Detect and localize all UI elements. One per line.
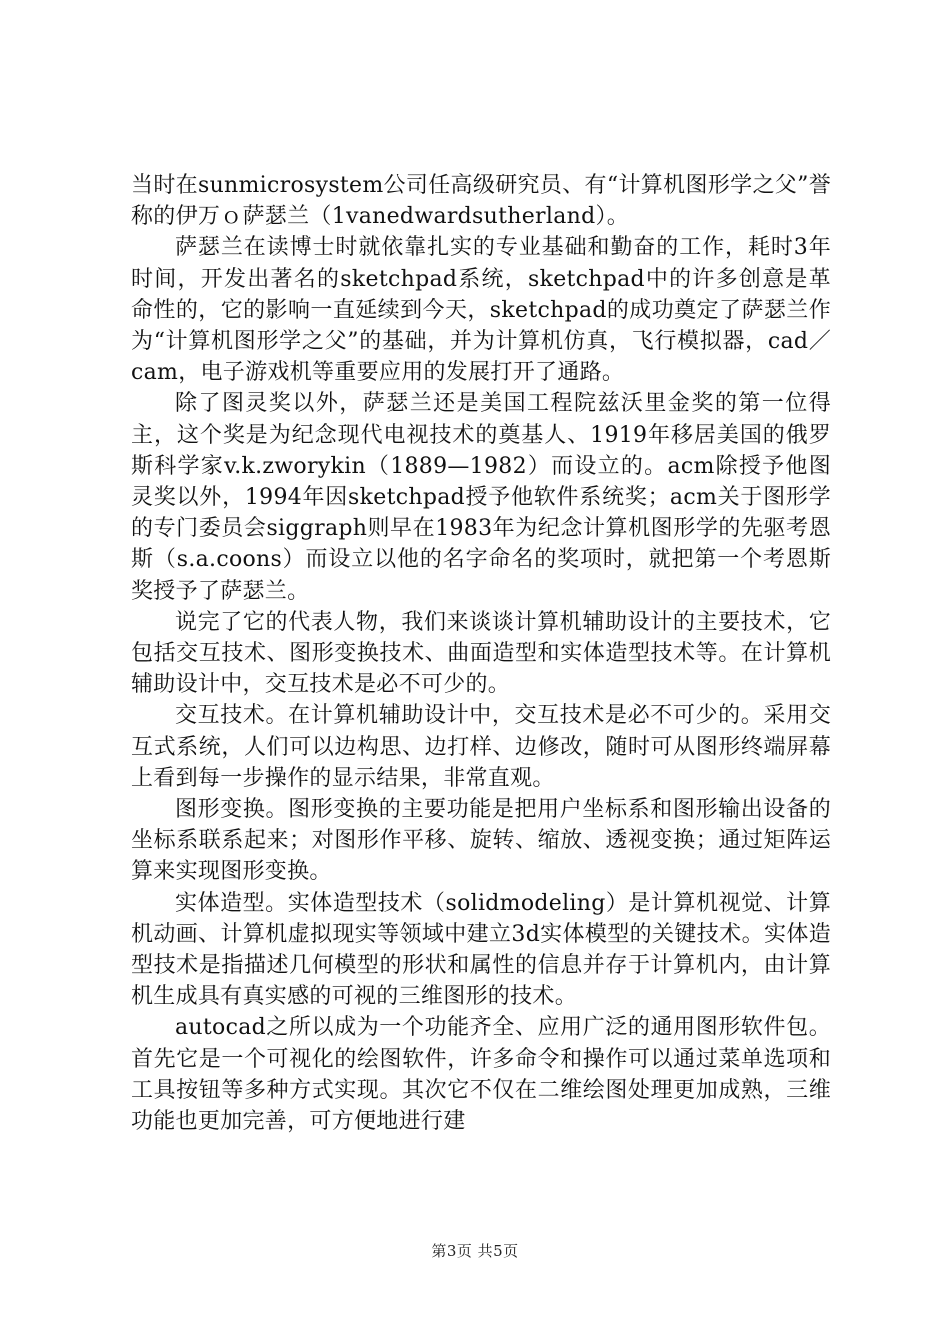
page-footer: 第3页 共5页 [431, 1242, 519, 1260]
paragraph-2: 萨瑟兰在读博士时就依靠扎实的专业基础和勤奋的工作，耗时3年时间，开发出著名的sketchpad系统，sketchpad中的许多创意是革命性的，它的影响一直延续到今天，sketchpad的成功奠定了萨瑟兰作为“计算机图形学之父”的基础，并为计算机仿真，飞行模拟器，cad／cam，电子游戏机等重要应用的发展打开了通路。 [131, 235, 831, 386]
paragraph-5: 交互技术。在计算机辅助设计中，交互技术是必不可少的。采用交互式系统，人们可以边构思、边打样、边修改，随时可从图形终端屏幕上看到每一步操作的显示结果，非常直观。 [131, 703, 831, 791]
paragraph-8: autocad之所以成为一个功能齐全、应用广泛的通用图形软件包。首先它是一个可视化的绘图软件，许多命令和操作可以通过菜单选项和工具按钮等多种方式实现。其次它不仅在二维绘图处理更加成熟，三维功能也更加完善，可方便地进行建 [131, 1015, 831, 1135]
document-body [131, 170, 831, 1137]
paragraph-6: 图形变换。图形变换的主要功能是把用户坐标系和图形输出设备的坐标系联系起来；对图形作平移、旋转、缩放、透视变换；通过矩阵运算来实现图形变换。 [131, 797, 831, 885]
paragraph-3: 除了图灵奖以外，萨瑟兰还是美国工程院兹沃里金奖的第一位得主，这个奖是为纪念现代电视技术的奠基人、1919年移居美国的俄罗斯科学家v.k.zworykin（1889—1982）而设立的。acm除授予他图灵奖以外，1994年因sketchpad授予他软件系统奖；acm关于图形学的专门委员会siggraph则早在1983年为纪念计算机图形学的先驱考恩斯（s.a.coons）而设立以他的名字命名的奖项时，就把第一个考恩斯奖授予了萨瑟兰。 [131, 391, 831, 604]
paragraph-4: 说完了它的代表人物，我们来谈谈计算机辅助设计的主要技术，它包括交互技术、图形变换技术、曲面造型和实体造型技术等。在计算机辅助设计中，交互技术是必不可少的。 [131, 609, 831, 698]
paragraph-7: 实体造型。实体造型技术（solidmodeling）是计算机视觉、计算机动画、计算机虚拟现实等领域中建立3d实体模型的关键技术。实体造型技术是指描述几何模型的形状和属性的信息并存于计算机内，由计算机生成具有真实感的可视的三维图形的技术。 [131, 890, 831, 1010]
paragraph-1: 当时在sunmicrosystem公司任高级研究员、有“计算机图形学之父”誉称的伊万ｏ萨瑟兰（1vanedwardsutherland）。 [131, 173, 831, 230]
